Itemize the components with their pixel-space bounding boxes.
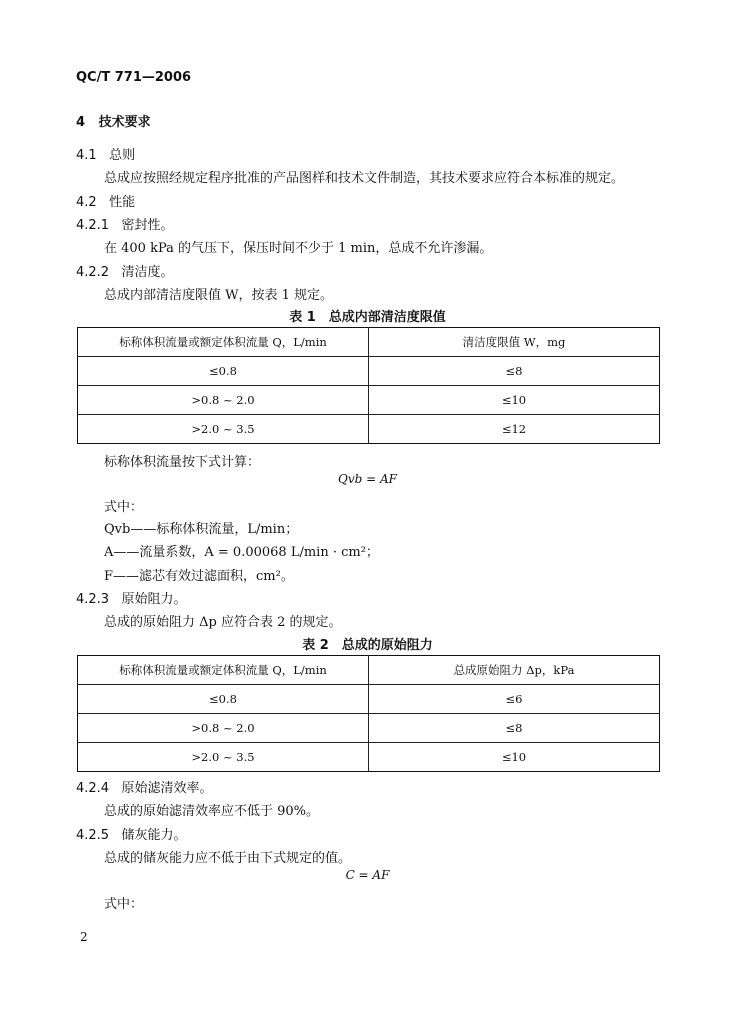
table-cell: >0.8 ~ 2.0: [78, 386, 369, 415]
paragraph: 总成的储灰能力应不低于由下式规定的值。: [104, 851, 352, 866]
table-2-caption: 表 2 总成的原始阻力: [302, 638, 433, 653]
document-header: QC/T 771—2006: [76, 70, 192, 85]
section-4-2-2-heading: [76, 261, 174, 280]
paragraph: 总成的原始阻力 Δp 应符合表 2 的规定。: [104, 615, 342, 630]
table-cell: >0.8 ~ 2.0: [78, 714, 369, 743]
table-row: [78, 415, 660, 444]
section-title: 储灰能力。: [121, 828, 187, 843]
table-1-caption: 表 1 总成内部清洁度限值: [289, 310, 446, 325]
section-4-2-heading: [76, 191, 135, 210]
table-row: [78, 357, 660, 386]
section-4-2-1-heading: [76, 214, 174, 233]
section-number: 4.2.4: [76, 781, 110, 796]
where-label: 式中：: [104, 500, 144, 515]
table-cell: ≤0.8: [78, 357, 369, 386]
table-row: [78, 743, 660, 772]
section-4-2-5-heading: [76, 824, 187, 843]
table-cell: ≤6: [369, 685, 660, 714]
section-number: 4.2.1: [76, 218, 110, 233]
section-number: 4.2.5: [76, 828, 110, 843]
section-4-heading: [76, 111, 151, 130]
table-header-cell: 标称体积流量或额定体积流量 Q，L/min: [78, 328, 369, 357]
table-row: [78, 685, 660, 714]
table-cell: ≤10: [369, 386, 660, 415]
section-4-1-heading: [76, 144, 135, 163]
section-title: 原始阻力。: [121, 592, 187, 607]
where-label: 式中：: [104, 897, 144, 912]
paragraph: 总成内部清洁度限值 W，按表 1 规定。: [104, 288, 334, 303]
table-cell: ≤12: [369, 415, 660, 444]
table-header-cell: 标称体积流量或额定体积流量 Q，L/min: [78, 656, 369, 685]
table-cell: ≤8: [369, 714, 660, 743]
section-number: 4.2.2: [76, 265, 110, 280]
section-number: 4.2.3: [76, 592, 110, 607]
table-cell: ≤8: [369, 357, 660, 386]
table-cell: >2.0 ~ 3.5: [78, 743, 369, 772]
paragraph: 在 400 kPa 的气压下，保压时间不少于 1 min，总成不允许渗漏。: [104, 241, 493, 256]
section-title: 密封性。: [121, 218, 174, 233]
definition: A——流量系数，A = 0.00068 L/min · cm²；: [104, 545, 379, 560]
section-title: 原始滤清效率。: [121, 781, 213, 796]
formula: Qvb = AF: [338, 472, 397, 486]
paragraph: 总成应按照经规定程序批准的产品图样和技术文件制造，其技术要求应符合本标准的规定。: [104, 171, 625, 186]
table-row: [78, 714, 660, 743]
table-header-cell: 清洁度限值 W，mg: [369, 328, 660, 357]
section-title: 总则: [109, 148, 136, 163]
table-cell: ≤0.8: [78, 685, 369, 714]
section-number: 4.2: [76, 195, 97, 210]
definition: F——滤芯有效过滤面积，cm²。: [104, 569, 294, 584]
table-header-row: [78, 656, 660, 685]
definition: Qvb——标称体积流量，L/min；: [104, 522, 299, 537]
table-cell: ≤10: [369, 743, 660, 772]
formula: C = AF: [345, 868, 390, 882]
section-4-2-3-heading: [76, 588, 187, 607]
table-cell: >2.0 ~ 3.5: [78, 415, 369, 444]
paragraph: 总成的原始滤清效率应不低于 90%。: [104, 804, 320, 819]
section-title: 清洁度。: [121, 265, 174, 280]
section-number: 4: [76, 115, 86, 130]
paragraph: 标称体积流量按下式计算：: [104, 455, 261, 470]
section-title: 技术要求: [98, 115, 151, 130]
table-row: [78, 386, 660, 415]
table-2: [77, 655, 660, 772]
page-number: 2: [80, 930, 88, 944]
table-1: [77, 327, 660, 444]
section-title: 性能: [109, 195, 136, 210]
section-4-2-4-heading: [76, 777, 213, 796]
table-header-row: [78, 328, 660, 357]
table-header-cell: 总成原始阻力 Δp，kPa: [369, 656, 660, 685]
section-number: 4.1: [76, 148, 97, 163]
